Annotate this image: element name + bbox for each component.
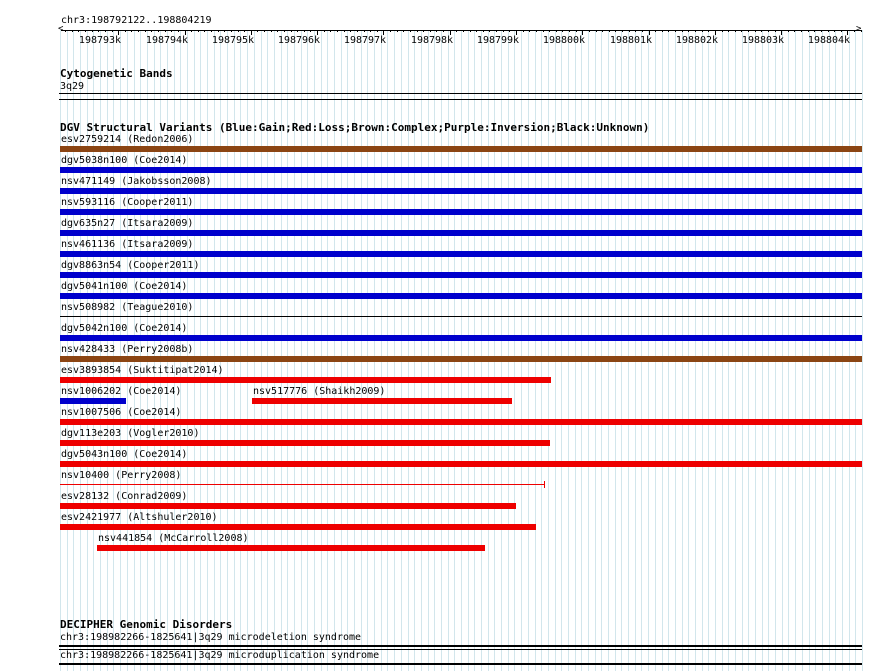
decipher-item-label[interactable]: chr3:198982266-1825641|3q29 microdeletion syndrome bbox=[60, 632, 362, 643]
ruler-minor-tick bbox=[629, 30, 630, 32]
grid-line bbox=[775, 30, 776, 671]
ruler-minor-tick bbox=[589, 30, 590, 32]
variant-label[interactable]: dgv5041n100 (Coe2014) bbox=[61, 281, 188, 292]
ruler-minor-tick bbox=[112, 30, 113, 32]
ruler-minor-tick bbox=[556, 30, 557, 32]
ruler-right-arrow-icon: > bbox=[856, 24, 862, 34]
ruler-minor-tick bbox=[562, 30, 563, 32]
ruler-minor-tick bbox=[861, 30, 862, 32]
ruler-tick-label: 198794k bbox=[145, 35, 189, 46]
grid-line bbox=[675, 30, 676, 671]
cytoband-bar-bottom bbox=[59, 99, 862, 100]
ruler-minor-tick bbox=[178, 30, 179, 32]
grid-line bbox=[762, 30, 763, 671]
ruler-minor-tick bbox=[204, 30, 205, 32]
variant-bar[interactable] bbox=[60, 293, 862, 299]
position-label: chr3:198792122..198804219 bbox=[61, 15, 212, 26]
ruler-minor-tick bbox=[794, 30, 795, 32]
variant-bar[interactable] bbox=[252, 398, 512, 404]
grid-line bbox=[802, 30, 803, 671]
ruler-minor-tick bbox=[443, 30, 444, 32]
grid-line bbox=[655, 30, 656, 671]
ruler-minor-tick bbox=[496, 30, 497, 32]
variant-bar[interactable] bbox=[60, 440, 550, 446]
grid-line bbox=[668, 30, 669, 671]
ruler-minor-tick bbox=[131, 30, 132, 32]
ruler-minor-tick bbox=[523, 30, 524, 32]
ruler-minor-tick bbox=[191, 30, 192, 32]
ruler-tick-label: 198803k bbox=[741, 35, 785, 46]
ruler-minor-tick bbox=[529, 30, 530, 32]
ruler-minor-tick bbox=[284, 30, 285, 32]
ruler-minor-tick bbox=[92, 30, 93, 32]
ruler-minor-tick bbox=[768, 30, 769, 32]
ruler-minor-tick bbox=[622, 30, 623, 32]
ruler-minor-tick bbox=[569, 30, 570, 32]
grid-line bbox=[782, 30, 783, 671]
ruler-minor-tick bbox=[291, 30, 292, 32]
ruler-minor-tick bbox=[304, 30, 305, 32]
ruler-minor-tick bbox=[218, 30, 219, 32]
ruler-minor-tick bbox=[397, 30, 398, 32]
variant-bar[interactable] bbox=[60, 356, 862, 362]
ruler-tick-label: 198801k bbox=[609, 35, 653, 46]
variant-label[interactable]: nsv517776 (Shaikh2009) bbox=[253, 386, 386, 397]
variant-bar[interactable] bbox=[60, 146, 862, 152]
ruler-minor-tick bbox=[662, 30, 663, 32]
ruler-minor-tick bbox=[854, 30, 855, 32]
ruler-minor-tick bbox=[722, 30, 723, 32]
ruler-minor-tick bbox=[735, 30, 736, 32]
grid-line bbox=[722, 30, 723, 671]
variant-label[interactable]: esv3893854 (Suktitipat2014) bbox=[61, 365, 224, 376]
decipher-track-title: DECIPHER Genomic Disorders bbox=[60, 618, 233, 631]
variant-bar[interactable] bbox=[60, 398, 126, 404]
grid-line bbox=[735, 30, 736, 671]
ruler-minor-tick bbox=[297, 30, 298, 32]
ruler-minor-tick bbox=[775, 30, 776, 32]
ruler-minor-tick bbox=[171, 30, 172, 32]
ruler-minor-tick bbox=[788, 30, 789, 32]
ruler-minor-tick bbox=[277, 30, 278, 32]
ruler-minor-tick bbox=[436, 30, 437, 32]
variant-bar[interactable] bbox=[60, 524, 536, 530]
ruler-minor-tick bbox=[211, 30, 212, 32]
variant-label[interactable]: dgv5042n100 (Coe2014) bbox=[61, 323, 188, 334]
decipher-item-bar[interactable] bbox=[59, 663, 862, 665]
ruler-minor-tick bbox=[695, 30, 696, 32]
ruler-minor-tick bbox=[761, 30, 762, 32]
grid-line bbox=[708, 30, 709, 671]
ruler-minor-tick bbox=[609, 30, 610, 32]
ruler-minor-tick bbox=[708, 30, 709, 32]
grid-line bbox=[809, 30, 810, 671]
ruler-minor-tick bbox=[688, 30, 689, 32]
ruler-minor-tick bbox=[158, 30, 159, 32]
variant-label[interactable]: nsv593116 (Cooper2011) bbox=[61, 197, 194, 208]
ruler-minor-tick bbox=[271, 30, 272, 32]
ruler-minor-tick bbox=[483, 30, 484, 32]
decipher-separator bbox=[59, 649, 862, 650]
ruler-minor-tick bbox=[814, 30, 815, 32]
ruler-minor-tick bbox=[145, 30, 146, 32]
ruler-minor-tick bbox=[543, 30, 544, 32]
ruler-minor-tick bbox=[98, 30, 99, 32]
ruler-minor-tick bbox=[536, 30, 537, 32]
ruler-minor-tick bbox=[476, 30, 477, 32]
dgv-track-title: DGV Structural Variants (Blue:Gain;Red:Loss;Brown:Complex;Purple:Inversion;Black:Unknown) bbox=[60, 121, 650, 134]
grid-line bbox=[835, 30, 836, 671]
variant-bar[interactable] bbox=[60, 484, 544, 485]
ruler-minor-tick bbox=[151, 30, 152, 32]
grid-line bbox=[862, 30, 863, 671]
ruler-minor-tick bbox=[344, 30, 345, 32]
ruler-minor-tick bbox=[675, 30, 676, 32]
grid-line bbox=[742, 30, 743, 671]
ruler-minor-tick bbox=[489, 30, 490, 32]
ruler-minor-tick bbox=[403, 30, 404, 32]
decipher-item-bar[interactable] bbox=[59, 645, 862, 647]
ruler-minor-tick bbox=[503, 30, 504, 32]
variant-bar[interactable] bbox=[60, 316, 862, 317]
ruler-minor-tick bbox=[264, 30, 265, 32]
variant-bar[interactable] bbox=[60, 377, 551, 383]
decipher-item-label[interactable]: chr3:198982266-1825641|3q29 microduplication syndrome bbox=[60, 650, 380, 661]
ruler-minor-tick bbox=[357, 30, 358, 32]
variant-label[interactable]: nsv1006202 (Coe2014) bbox=[61, 386, 182, 397]
ruler-minor-tick bbox=[364, 30, 365, 32]
ruler-minor-tick bbox=[841, 30, 842, 32]
ruler-minor-tick bbox=[755, 30, 756, 32]
ruler-minor-tick bbox=[509, 30, 510, 32]
grid-line bbox=[702, 30, 703, 671]
ruler-minor-tick bbox=[549, 30, 550, 32]
ruler-tick-label: 198795k bbox=[211, 35, 255, 46]
ruler-minor-tick bbox=[828, 30, 829, 32]
variant-label[interactable]: nsv441854 (McCarroll2008) bbox=[98, 533, 249, 544]
grid-line bbox=[855, 30, 856, 671]
variant-bar[interactable] bbox=[60, 503, 516, 509]
ruler-minor-tick bbox=[310, 30, 311, 32]
grid-line bbox=[662, 30, 663, 671]
cytoband-label[interactable]: 3q29 bbox=[60, 81, 85, 92]
variant-label[interactable]: nsv10400 (Perry2008) bbox=[61, 470, 182, 481]
ruler-minor-tick bbox=[576, 30, 577, 32]
ruler-minor-tick bbox=[456, 30, 457, 32]
ruler-tick-label: 198802k bbox=[675, 35, 719, 46]
variant-label[interactable]: dgv635n27 (Itsara2009) bbox=[61, 218, 194, 229]
ruler-minor-tick bbox=[72, 30, 73, 32]
ruler-tick-label: 198797k bbox=[343, 35, 387, 46]
ruler-tick-label: 198800k bbox=[542, 35, 586, 46]
variant-label[interactable]: esv28132 (Conrad2009) bbox=[61, 491, 188, 502]
ruler-minor-tick bbox=[635, 30, 636, 32]
variant-bar[interactable] bbox=[60, 251, 862, 257]
variant-label[interactable]: dgv8863n54 (Cooper2011) bbox=[61, 260, 200, 271]
ruler-minor-tick bbox=[85, 30, 86, 32]
ruler-tick-label: 198798k bbox=[410, 35, 454, 46]
ruler-minor-tick bbox=[370, 30, 371, 32]
ruler-minor-tick bbox=[257, 30, 258, 32]
ruler-minor-tick bbox=[423, 30, 424, 32]
variant-label[interactable]: nsv428433 (Perry2008b) bbox=[61, 344, 194, 355]
variant-bar[interactable] bbox=[60, 272, 862, 278]
ruler-minor-tick bbox=[350, 30, 351, 32]
ruler-minor-tick bbox=[801, 30, 802, 32]
ruler-minor-tick bbox=[596, 30, 597, 32]
variant-label[interactable]: dgv5043n100 (Coe2014) bbox=[61, 449, 188, 460]
ruler-minor-tick bbox=[417, 30, 418, 32]
grid-line bbox=[815, 30, 816, 671]
ruler-minor-tick bbox=[224, 30, 225, 32]
grid-line bbox=[682, 30, 683, 671]
ruler-left-arrow-icon: < bbox=[58, 24, 64, 34]
variant-label[interactable]: dgv5038n100 (Coe2014) bbox=[61, 155, 188, 166]
ruler-minor-tick bbox=[390, 30, 391, 32]
variant-label[interactable]: nsv461136 (Itsara2009) bbox=[61, 239, 194, 250]
ruler-minor-tick bbox=[463, 30, 464, 32]
ruler-minor-tick bbox=[615, 30, 616, 32]
ruler-minor-tick bbox=[821, 30, 822, 32]
grid-line bbox=[755, 30, 756, 671]
ruler-minor-tick bbox=[238, 30, 239, 32]
variant-bar[interactable] bbox=[60, 209, 862, 215]
ruler-minor-tick bbox=[65, 30, 66, 32]
cytoband-bar[interactable] bbox=[59, 93, 862, 94]
variant-end-cap bbox=[544, 481, 545, 488]
ruler-minor-tick bbox=[668, 30, 669, 32]
ruler-minor-tick bbox=[105, 30, 106, 32]
grid-line bbox=[728, 30, 729, 671]
ruler-minor-tick bbox=[748, 30, 749, 32]
variant-bar[interactable] bbox=[97, 545, 485, 551]
grid-line bbox=[768, 30, 769, 671]
variant-bar[interactable] bbox=[60, 335, 862, 341]
variant-label[interactable]: esv2421977 (Altshuler2010) bbox=[61, 512, 218, 523]
grid-line bbox=[788, 30, 789, 671]
variant-label[interactable]: esv2759214 (Redon2006) bbox=[61, 134, 194, 145]
grid-line bbox=[795, 30, 796, 671]
ruler-tick-label: 198793k bbox=[78, 35, 122, 46]
ruler-tick-label: 198804k bbox=[807, 35, 851, 46]
ruler-tick-label: 198799k bbox=[476, 35, 520, 46]
variant-bar[interactable] bbox=[60, 230, 862, 236]
ruler-minor-tick bbox=[78, 30, 79, 32]
ruler-minor-tick bbox=[410, 30, 411, 32]
grid-line bbox=[849, 30, 850, 671]
variant-bar[interactable] bbox=[60, 167, 862, 173]
variant-label[interactable]: nsv1007506 (Coe2014) bbox=[61, 407, 182, 418]
grid-line bbox=[829, 30, 830, 671]
ruler-minor-tick bbox=[728, 30, 729, 32]
ruler-minor-tick bbox=[244, 30, 245, 32]
ruler-minor-tick bbox=[138, 30, 139, 32]
ruler-minor-tick bbox=[602, 30, 603, 32]
variant-label[interactable]: nsv508982 (Teague2010) bbox=[61, 302, 194, 313]
cytoband-track-title: Cytogenetic Bands bbox=[60, 67, 173, 80]
grid-line bbox=[822, 30, 823, 671]
ruler-minor-tick bbox=[324, 30, 325, 32]
grid-line bbox=[842, 30, 843, 671]
ruler-minor-tick bbox=[198, 30, 199, 32]
ruler-minor-tick bbox=[642, 30, 643, 32]
ruler-minor-tick bbox=[330, 30, 331, 32]
ruler-minor-tick bbox=[337, 30, 338, 32]
ruler-minor-tick bbox=[655, 30, 656, 32]
ruler-minor-tick bbox=[741, 30, 742, 32]
grid-line bbox=[715, 30, 716, 671]
ruler-minor-tick bbox=[834, 30, 835, 32]
ruler-minor-tick bbox=[470, 30, 471, 32]
ruler-minor-tick bbox=[231, 30, 232, 32]
ruler-minor-tick bbox=[808, 30, 809, 32]
grid-line bbox=[688, 30, 689, 671]
ruler-minor-tick bbox=[682, 30, 683, 32]
variant-label[interactable]: nsv471149 (Jakobsson2008) bbox=[61, 176, 212, 187]
ruler-tick-label: 198796k bbox=[277, 35, 321, 46]
ruler-minor-tick bbox=[430, 30, 431, 32]
ruler-minor-tick bbox=[702, 30, 703, 32]
variant-bar[interactable] bbox=[60, 188, 862, 194]
variant-label[interactable]: dgv113e203 (Vogler2010) bbox=[61, 428, 200, 439]
grid-line bbox=[748, 30, 749, 671]
ruler-minor-tick bbox=[377, 30, 378, 32]
ruler-minor-tick bbox=[165, 30, 166, 32]
variant-bar[interactable] bbox=[60, 419, 862, 425]
variant-bar[interactable] bbox=[60, 461, 862, 467]
grid-line bbox=[695, 30, 696, 671]
ruler-minor-tick bbox=[125, 30, 126, 32]
